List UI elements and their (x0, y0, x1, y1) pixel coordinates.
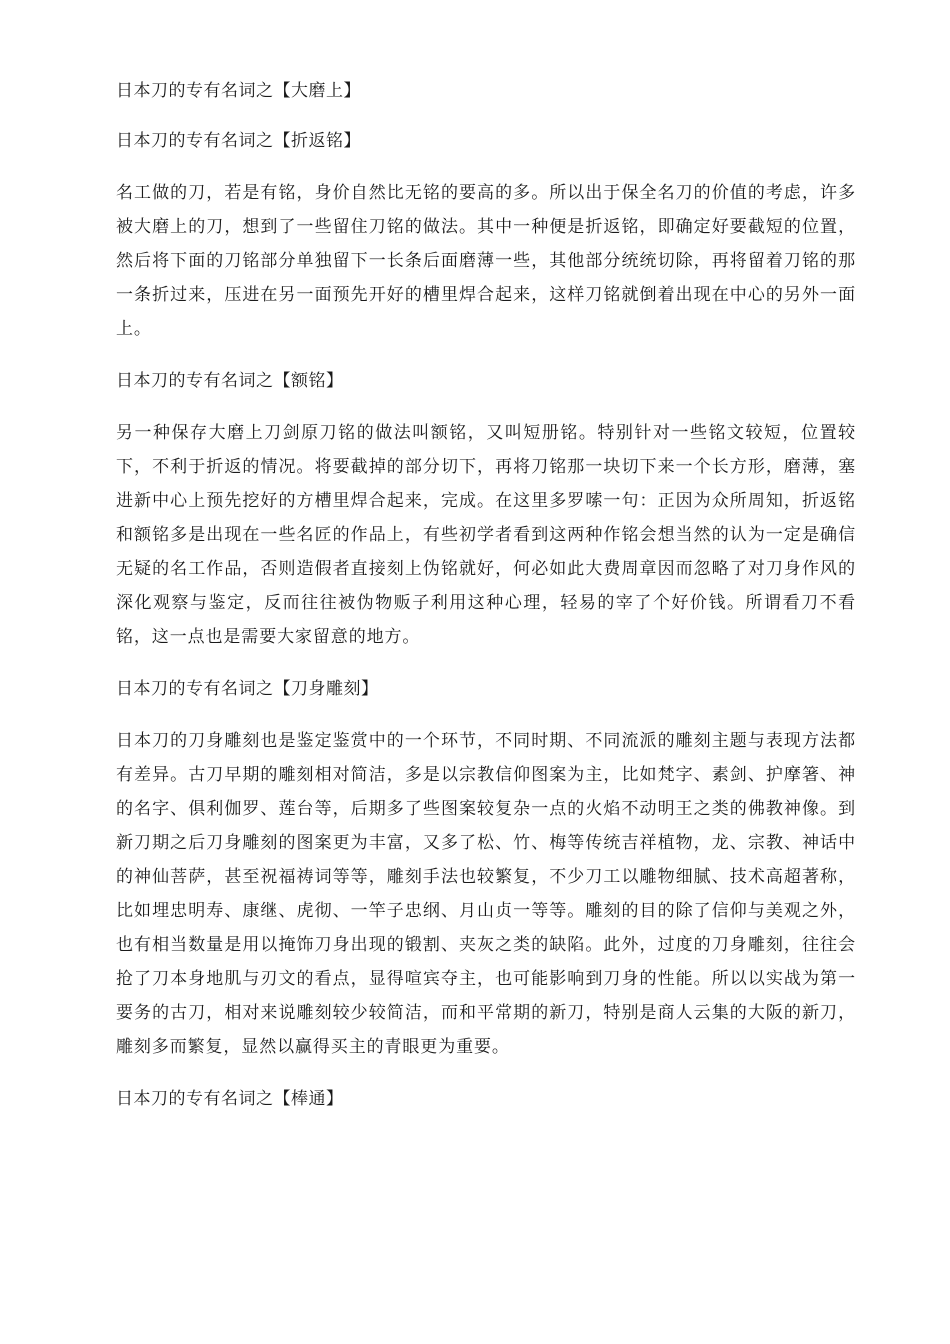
section-heading-omaage: 日本刀的专有名词之【大磨上】 (116, 81, 361, 101)
spacer (116, 1064, 854, 1084)
section-heading-botan: 日本刀的专有名词之【棒通】 (116, 1089, 344, 1109)
spacer (116, 346, 854, 366)
spacer (116, 156, 854, 176)
spacer (116, 654, 854, 674)
section-paragraph-gaku-mei: 另一种保存大磨上刀剑原刀铭的做法叫额铭，又叫短册铭。特别针对一些铭文较短，位置较下，不利于折返的情况。将要截掉的部分切下，再将刀铭那一块切下来一个长方形，磨薄，塞进新中心上预先挖好的方槽里焊合起来，完成。在这里多罗嗦一句：正因为众所周知，折返铭和额铭多是出现在一些名匠的作品上，有些初学者看到这两种作铭会想当然的认为一定是确信无疑的名工作品，否则造假者直接刻上伪铭就好，何必如此大费周章因而忽略了对刀身作风的深化观察与鉴定，反而往往被伪物贩子利用这种心理，轻易的宰了个好价钱。所谓看刀不看铭，这一点也是需要大家留意的地方。 (116, 423, 856, 647)
section-paragraph-horimono: 日本刀的刀身雕刻也是鉴定鉴赏中的一个环节，不同时期、不同流派的雕刻主题与表现方法都有差异。古刀早期的雕刻相对简洁，多是以宗教信仰图案为主，比如梵字、素剑、护摩箸、神的名字、俱利伽罗、莲台等，后期多了些图案较复杂一点的火焰不动明王之类的佛教神像。到新刀期之后刀身雕刻的图案更为丰富，又多了松、竹、梅等传统吉祥植物，龙、宗教、神话中的神仙菩萨，甚至祝福祷词等等，雕刻手法也较繁复，不少刀工以雕物细腻、技术高超著称，比如埋忠明寿、康继、虎彻、一竿子忠纲、月山贞一等等。雕刻的目的除了信仰与美观之外，也有相当数量是用以掩饰刀身出现的锻割、夹灰之类的缺陷。此外，过度的刀身雕刻，往往会抢了刀本身地肌与刃文的看点，显得喧宾夺主，也可能影响到刀身的性能。所以以实战为第一要务的古刀，相对来说雕刻较少较简洁，而和平常期的新刀，特别是商人云集的大阪的新刀，雕刻多而繁复，显然以赢得买主的青眼更为重要。 (116, 731, 856, 1057)
section-heading-horimono: 日本刀的专有名词之【刀身雕刻】 (116, 679, 379, 699)
spacer (116, 396, 854, 416)
spacer (116, 106, 854, 126)
section-paragraph-orikaeshi-mei: 名工做的刀，若是有铭，身价自然比无铭的要高的多。所以出于保全名刀的价值的考虑，许多被大磨上的刀，想到了一些留住刀铭的做法。其中一种便是折返铭，即确定好要截短的位置，然后将下面的刀铭部分单独留下一长条后面磨薄一些，其他部分统统切除，再将留着刀铭的那一条折过来，压进在另一面预先开好的槽里焊合起来，这样刀铭就倒着出现在中心的另外一面上。 (116, 183, 856, 339)
section-heading-gaku-mei: 日本刀的专有名词之【额铭】 (116, 371, 344, 391)
spacer (116, 704, 854, 724)
section-heading-orikaeshi-mei: 日本刀的专有名词之【折返铭】 (116, 131, 361, 151)
